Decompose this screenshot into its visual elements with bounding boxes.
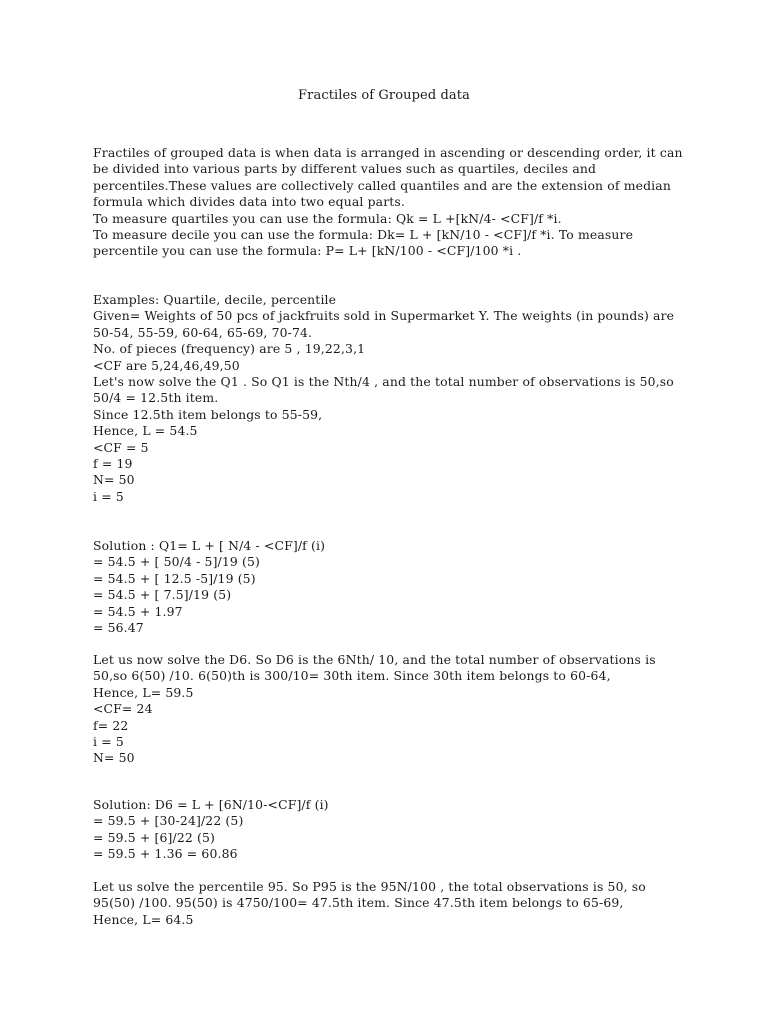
page-title: Fractiles of Grouped data xyxy=(298,88,470,103)
solution-line: = 54.5 + [ 50/4 - 5]/19 (5) xyxy=(93,554,261,570)
decile-formula-line: To measure decile you can use the formula: Dk= L + [kN/10 - <CF]/f *i. To measure xyxy=(93,227,634,243)
d6-solution-section xyxy=(93,797,693,863)
d6-setup-section xyxy=(93,652,693,767)
solution-line: Solution : Q1= L + [ N/4 - <CF]/f (i) xyxy=(93,538,326,553)
quartile-formula-line: To measure quartiles you can use the formula: Qk = L +[kN/4- <CF]/f *i. xyxy=(93,210,562,226)
intro-line: be divided into various parts by different values such as quartiles, deciles and xyxy=(93,161,597,177)
percentile-formula-line: percentile you can use the formula: P= L+ [kN/100 - <CF]/100 *i . xyxy=(93,243,522,259)
example-line: N= 50 xyxy=(93,472,135,488)
solution-line: Solution: D6 = L + [6N/10-<CF]/f (i) xyxy=(93,797,329,812)
example-line: <CF are 5,24,46,49,50 xyxy=(93,357,240,373)
solution-line: = 54.5 + [ 12.5 -5]/19 (5) xyxy=(93,570,256,586)
q1-solution-section xyxy=(93,538,693,636)
solution-line: = 56.47 xyxy=(93,620,144,636)
p95-line: Let us solve the percentile 95. So P95 is the 95N/100 , the total observations is 50, so xyxy=(93,879,646,894)
solution-line: = 59.5 + 1.36 = 60.86 xyxy=(93,846,238,862)
intro-paragraph xyxy=(93,145,693,260)
d6-line: f= 22 xyxy=(93,717,129,733)
example-line: Let's now solve the Q1 . So Q1 is the Nth/4 , and the total number of observations is 50,so xyxy=(93,374,674,390)
example-line: i = 5 xyxy=(93,488,124,504)
solution-line: = 59.5 + [6]/22 (5) xyxy=(93,829,216,845)
p95-line: Hence, L= 64.5 xyxy=(93,911,194,927)
d6-line: <CF= 24 xyxy=(93,701,153,717)
p95-setup-section xyxy=(93,879,693,928)
intro-line: formula which divides data into two equal parts. xyxy=(93,194,405,210)
example-line: Given= Weights of 50 pcs of jackfruits sold in Supermarket Y. The weights (in pounds) are xyxy=(93,308,675,324)
examples-heading: Examples: Quartile, decile, percentile xyxy=(93,292,337,307)
d6-line: 50,so 6(50) /10. 6(50)th is 300/10= 30th item. Since 30th item belongs to 60-64, xyxy=(93,668,611,684)
d6-line: Hence, L= 59.5 xyxy=(93,684,194,700)
solution-line: = 59.5 + [30-24]/22 (5) xyxy=(93,813,244,829)
example-line: <CF = 5 xyxy=(93,439,149,455)
p95-line: 95(50) /100. 95(50) is 4750/100= 47.5th item. Since 47.5th item belongs to 65-69, xyxy=(93,895,624,911)
example-line: Hence, L = 54.5 xyxy=(93,423,198,439)
d6-line: i = 5 xyxy=(93,734,124,750)
solution-line: = 54.5 + 1.97 xyxy=(93,603,183,619)
solution-line: = 54.5 + [ 7.5]/19 (5) xyxy=(93,587,232,603)
example-line: No. of pieces (frequency) are 5 , 19,22,3,1 xyxy=(93,341,366,357)
d6-line: N= 50 xyxy=(93,750,135,766)
example-line: 50-54, 55-59, 60-64, 65-69, 70-74. xyxy=(93,324,313,340)
intro-line: Fractiles of grouped data is when data is arranged in ascending or descending order, it can xyxy=(93,145,683,160)
intro-line: percentiles.These values are collectively called quantiles and are the extension of median xyxy=(93,177,671,193)
example-line: f = 19 xyxy=(93,456,133,472)
example-line: Since 12.5th item belongs to 55-59, xyxy=(93,406,323,422)
example-line: 50/4 = 12.5th item. xyxy=(93,390,219,406)
examples-section xyxy=(93,292,693,505)
d6-line: Let us now solve the D6. So D6 is the 6Nth/ 10, and the total number of observations is xyxy=(93,652,656,667)
